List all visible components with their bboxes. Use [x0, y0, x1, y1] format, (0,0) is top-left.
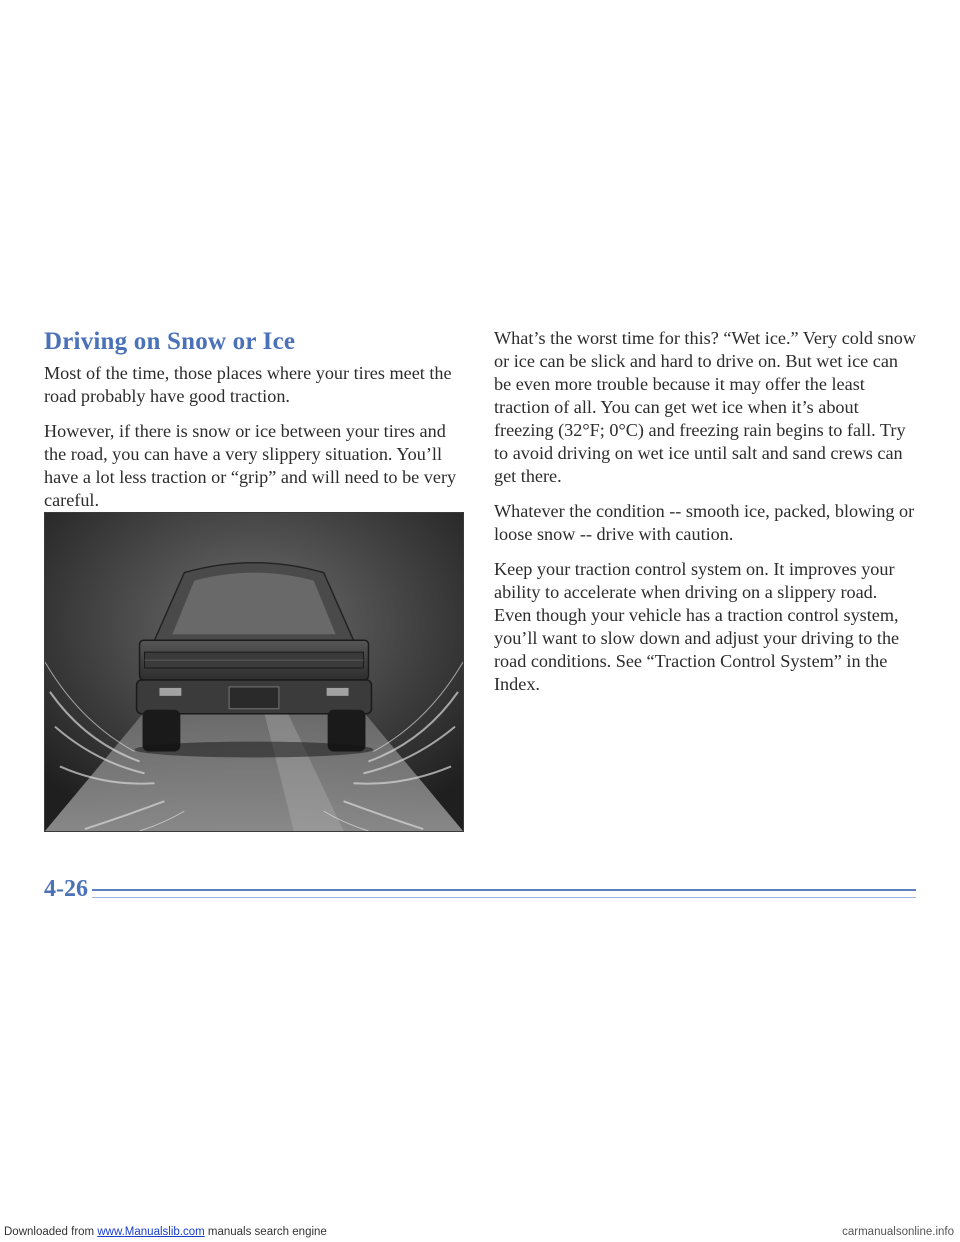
page-number: 4-26	[44, 876, 88, 902]
right-column	[494, 327, 919, 708]
footer	[0, 1226, 960, 1242]
watermark: carmanualsonline.info	[842, 1226, 954, 1238]
car-on-ice-illustration	[44, 512, 464, 832]
footer-suffix: manuals search engine	[204, 1226, 327, 1238]
download-note	[4, 1226, 327, 1238]
paragraph: However, if there is snow or ice between your tires and the road, you can have a very slippery situation. You’ll have a lot less traction or “grip” and will need to be very careful.	[44, 421, 457, 510]
paragraph: What’s the worst time for this? “Wet ice.” Very cold snow or ice can be slick and hard to drive on. But wet ice can be even more trouble because it may offer the least traction of all. You can get wet ice when it’s about freezing (32°F; 0°C) and freezing rain begins to fall. Try to avoid driving on wet ice until salt and sand crews can get there.	[494, 328, 916, 486]
page-rule	[92, 889, 916, 891]
page-rule-thin	[92, 897, 916, 898]
paragraph: Most of the time, those places where your tires meet the road probably have good traction.	[44, 363, 452, 406]
manualslib-link[interactable]: www.Manualslib.com	[97, 1226, 205, 1238]
paragraph: Whatever the condition -- smooth ice, packed, blowing or loose snow -- drive with caution.	[494, 501, 915, 544]
section-title: Driving on Snow or Ice	[44, 328, 296, 355]
left-column	[44, 362, 464, 524]
paragraph: Keep your traction control system on. It improves your ability to accelerate when driving on a slippery road. Even though your vehicle has a traction control system, you’ll want to slow down and adjust your driving to the road conditions. See “Traction Control System” in the Index.	[494, 559, 900, 694]
footer-prefix: Downloaded from	[4, 1226, 98, 1238]
